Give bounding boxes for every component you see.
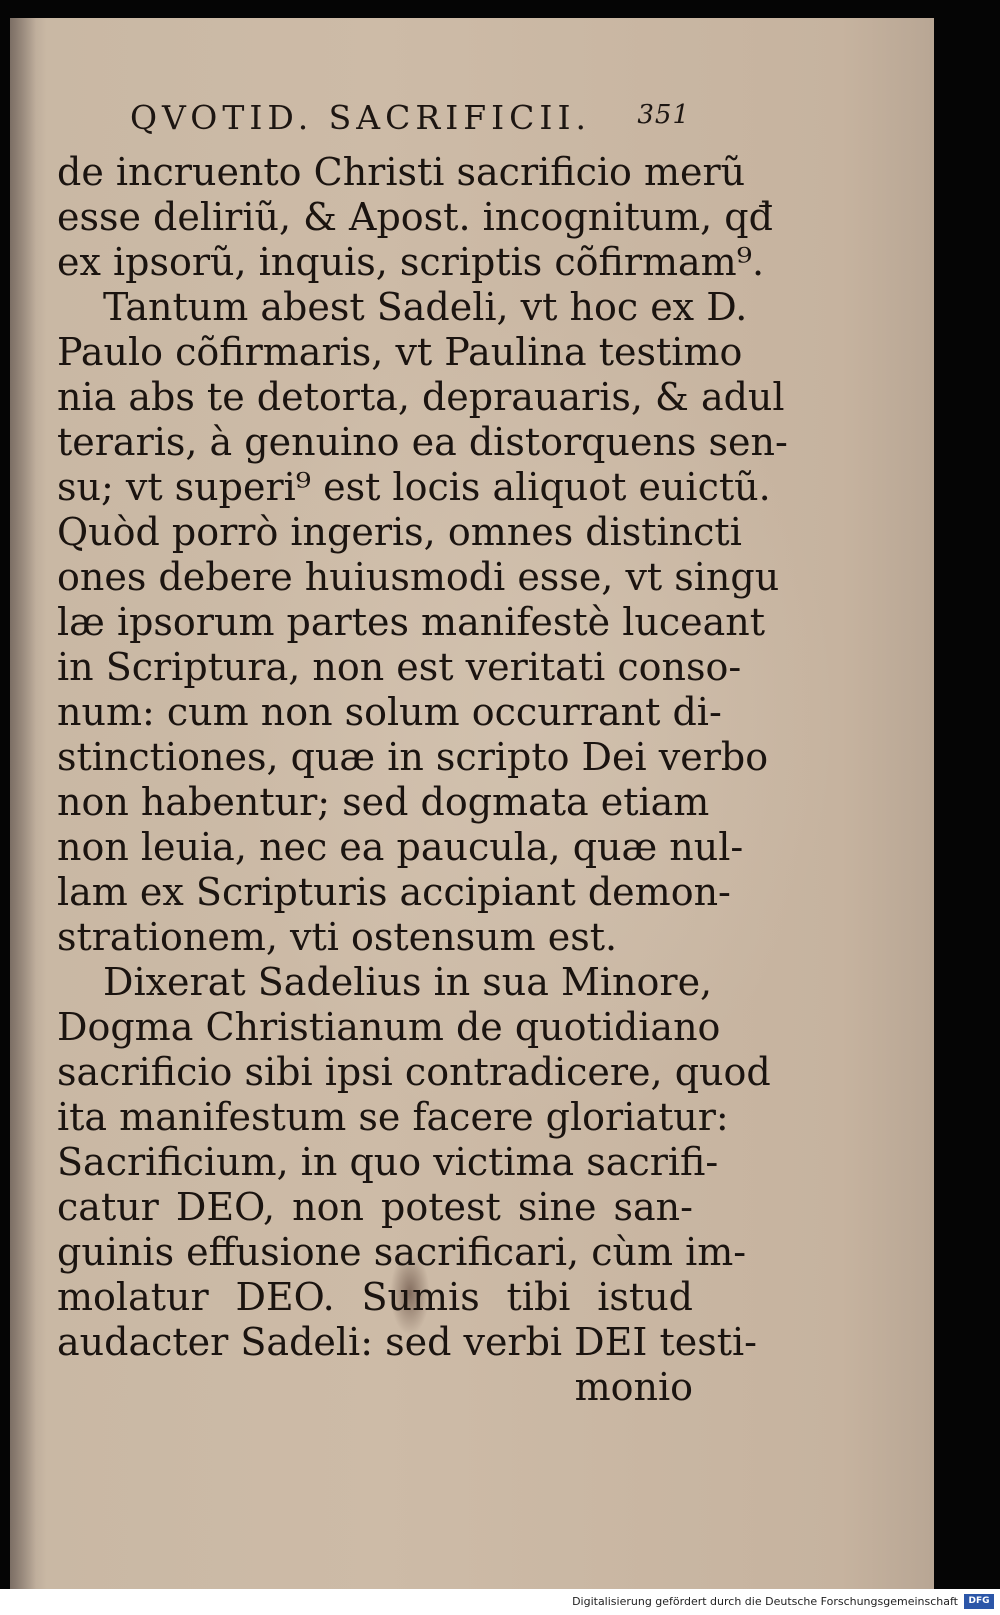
text-line: lam ex Scripturis accipiant demon-	[57, 870, 731, 914]
text-line: Quòd porrò ingeris, omnes distincti	[57, 510, 742, 554]
catchword: monio	[574, 1365, 693, 1409]
spine-shadow	[10, 18, 36, 1590]
text-line: in Scriptura, non est veritati conso-	[57, 645, 742, 689]
paragraph-start-line: Tantum abest Sadeli, vt hoc ex D.	[103, 285, 748, 329]
running-head	[130, 98, 690, 142]
text-line: stinctiones, quæ in scripto Dei verbo	[57, 735, 769, 779]
text-line: num: cum non solum occurrant di-	[57, 690, 722, 734]
text-line: non leuia, nec ea paucula, quæ nul-	[57, 825, 744, 869]
paragraph-start-line: Dixerat Sadelius in sua Minore,	[103, 960, 713, 1004]
text-line: teraris, à genuino ea distorquens sen-	[57, 420, 788, 464]
digitization-footer	[0, 1589, 1000, 1615]
text-line: esse deliriũ, & Apost. incognitum, qđ	[57, 195, 773, 239]
text-line: non habentur; sed dogmata etiam	[57, 780, 710, 824]
text-line: catur DEO, non potest sine san-	[57, 1185, 693, 1229]
page-number: 351	[637, 100, 690, 130]
text-line: Dogma Christianum de quotidiano	[57, 1005, 721, 1049]
text-line: guinis effusione sacrificari, cùm im-	[57, 1230, 747, 1274]
text-line: Sacrificium, in quo victima sacrifi-	[57, 1140, 719, 1184]
funding-credit: Digitalisierung gefördert durch die Deutsche Forschungsgemeinschaft	[572, 1595, 958, 1608]
text-line: nia abs te detorta, deprauaris, & adul	[57, 375, 785, 419]
text-line: Paulo cõfirmaris, vt Paulina testimo	[57, 330, 743, 374]
book-page	[10, 18, 934, 1590]
text-line: su; vt superi⁹ est locis aliquot euictũ.	[57, 465, 771, 509]
text-line: ita manifestum se facere gloriatur:	[57, 1095, 729, 1139]
text-line: strationem, vti ostensum est.	[57, 915, 618, 959]
dfg-logo-icon: DFG	[964, 1594, 994, 1609]
text-line: sacrificio sibi ipsi contradicere, quod	[57, 1050, 771, 1094]
text-line: ex ipsorũ, inquis, scriptis cõfirmam⁹.	[57, 240, 765, 284]
text-block	[57, 150, 788, 1410]
text-line: ones debere huiusmodi esse, vt singu	[57, 555, 780, 599]
text-line: molatur DEO. Sumis tibi istud	[57, 1275, 693, 1319]
text-line: audacter Sadeli: sed verbi DEI testi-	[57, 1320, 757, 1364]
running-head-title: QVOTID. SACRIFICII.	[130, 98, 591, 137]
text-line: de incruento Christi sacrificio merũ	[57, 150, 746, 194]
text-line: læ ipsorum partes manifestè luceant	[57, 600, 766, 644]
